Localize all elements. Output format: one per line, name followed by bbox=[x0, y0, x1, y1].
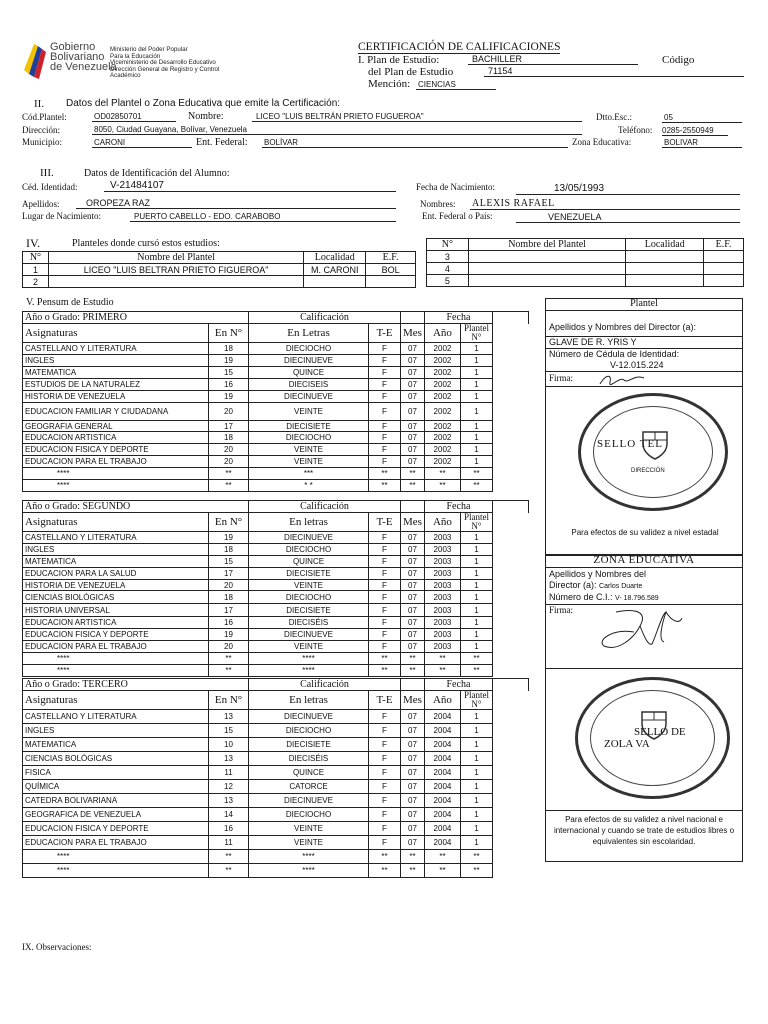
firma-label: Firma: bbox=[549, 373, 573, 383]
grade-label: Año o Grado: TERCERO bbox=[23, 679, 249, 691]
col-en-numero: En N° bbox=[209, 324, 249, 343]
municipio-value: CARONI bbox=[92, 138, 192, 148]
logo-text-3: de Venezuela bbox=[50, 61, 117, 73]
plantel-seal bbox=[578, 393, 728, 511]
table-row: EDUCACION ARTISTICA 16 DIECISÉIS F 07 2003 1 bbox=[23, 617, 529, 629]
telefono-value: 0285-2550949 bbox=[662, 126, 728, 136]
table-row: HISTORIA UNIVERSAL 17 DIECISIETE F 07 2003 1 bbox=[23, 604, 529, 617]
zona-title: ZONA EDUCATIVA bbox=[593, 554, 695, 566]
apellidos-value: OROPEZA RAZ bbox=[76, 198, 396, 209]
col-te: T-E bbox=[369, 691, 401, 710]
col-en-numero: En N° bbox=[209, 513, 249, 532]
col-localidad: Localidad bbox=[304, 252, 366, 264]
cod-plantel-value: OD02850701 bbox=[92, 112, 176, 122]
grade-title-row bbox=[23, 501, 529, 513]
ministry-text: Ministerio del Poder Popular Para la Educación Viceministerio de Desarrollo Educativo Dirección General de Registro y Control Académico bbox=[110, 46, 220, 80]
entfed-value: BOLÍVAR bbox=[262, 138, 568, 148]
col-ano: Año bbox=[424, 513, 460, 532]
entfed-pais-value: VENEZUELA bbox=[516, 212, 740, 223]
col-te: T-E bbox=[369, 324, 401, 343]
zona-signature-icon bbox=[596, 606, 686, 656]
table-row: 3 bbox=[427, 251, 744, 263]
section2-number: II. bbox=[34, 98, 45, 110]
zona-seal-text2: ZOLA VA bbox=[604, 738, 650, 750]
plan-label: I. Plan de Estudio: bbox=[358, 54, 440, 66]
zona-seal-text1: SELLO DE bbox=[634, 726, 686, 738]
table-row: EDUCACION PARA EL TRABAJO 11 VEINTE F 07 2004 1 bbox=[23, 836, 529, 850]
nombres-label: Nombres: bbox=[420, 199, 456, 209]
grade-label: Año o Grado: SEGUNDO bbox=[23, 501, 249, 513]
cod-plantel-label: Cód.Plantel: bbox=[22, 112, 67, 122]
planteles-header-right: N° Nombre del Plantel Localidad E.F. bbox=[427, 239, 744, 251]
table-row: 5 bbox=[427, 275, 744, 287]
grade-table bbox=[22, 311, 529, 492]
zona-ci-value: V- 18.796.589 bbox=[615, 595, 659, 602]
col-plantel: Plantel N° bbox=[460, 691, 492, 710]
cedula-director-value: V-12.015.224 bbox=[610, 360, 664, 370]
table-row: MATEMATICA 10 DIECISIETE F 07 2004 1 bbox=[23, 738, 529, 752]
code-value: 71154 bbox=[484, 66, 744, 77]
table-row: **** ** **** ** ** ** ** bbox=[23, 864, 529, 878]
table-row: EDUCACION PARA LA SALUD 17 DIECISIETE F 07 2003 1 bbox=[23, 568, 529, 580]
dtto-value: 05 bbox=[662, 113, 742, 123]
grade-label: Año o Grado: PRIMERO bbox=[23, 312, 249, 324]
table-row: 1 LICEO "LUIS BELTRAN PRIETO FIGUEROA" M. CARONI BOL bbox=[23, 264, 416, 276]
col-en-letras: En Letras bbox=[249, 324, 369, 343]
seal-center: DIRECCIÓN bbox=[631, 468, 665, 474]
nombres-value: ALEXIS RAFAEL bbox=[470, 198, 740, 210]
grade-title-row bbox=[23, 679, 529, 691]
grade-table bbox=[22, 678, 529, 878]
col-en-numero: En N° bbox=[209, 691, 249, 710]
col-ano: Año bbox=[424, 324, 460, 343]
fecha-nac-label: Fecha de Nacimiento: bbox=[416, 182, 495, 192]
table-row: **** ** **** ** ** ** ** bbox=[23, 653, 529, 665]
table-row: INGLES 18 DIECIOCHO F 07 2003 1 bbox=[23, 544, 529, 556]
director-label: Apellidos y Nombres del Director (a): bbox=[549, 322, 697, 332]
col-ef: E.F. bbox=[366, 252, 416, 264]
grade-title-row bbox=[23, 312, 529, 324]
apellidos-label: Apellidos: bbox=[22, 199, 60, 209]
col-n: N° bbox=[23, 252, 49, 264]
fecha-nac-value: 13/05/1993 bbox=[516, 183, 740, 195]
table-row: INGLES 15 DIECIOCHO F 07 2004 1 bbox=[23, 724, 529, 738]
zona-label: Zona Educativa: bbox=[572, 137, 632, 147]
direccion-label: Dirección: bbox=[22, 125, 60, 135]
table-row: EDUCACION ARTISTICA 18 DIECIOCHO F 07 2002 1 bbox=[23, 432, 529, 444]
table-row: EDUCACION FAMILIAR Y CIUDADANA 20 VEINTE F 07 2002 1 bbox=[23, 403, 529, 421]
grade-header-row bbox=[23, 691, 529, 710]
col-ano: Año bbox=[424, 691, 460, 710]
table-row: EDUCACION PARA EL TRABAJO 20 VEINTE F 07 2002 1 bbox=[23, 456, 529, 468]
table-row: FISICA 11 QUINCE F 07 2004 1 bbox=[23, 766, 529, 780]
table-row: HISTORIA DE VENEZUELA 19 DIECINUEVE F 07 2002 1 bbox=[23, 391, 529, 403]
col-nombre: Nombre del Plantel bbox=[48, 252, 303, 264]
col-en-letras: En letras bbox=[249, 691, 369, 710]
entfed-pais-label: Ent. Federal o País: bbox=[422, 211, 493, 221]
table-row: **** ** * * ** ** ** ** bbox=[23, 480, 529, 492]
zona-validity: Para efectos de su validez a nivel nacional e internacional y cuando se trate de estudios libres o equivalentes sin escolaridad. bbox=[553, 815, 735, 846]
planteles-table-right bbox=[426, 238, 744, 287]
section4-heading: Planteles donde cursó estos estudios: bbox=[72, 238, 220, 249]
col-asignaturas: Asignaturas bbox=[23, 324, 209, 343]
plan-value: BACHILLER bbox=[468, 54, 638, 65]
calificacion-header: Calificación bbox=[249, 501, 401, 513]
telefono-label: Teléfono: bbox=[618, 125, 653, 135]
table-row: GEOGRAFIA GENERAL 17 DIECISIETE F 07 2002 1 bbox=[23, 421, 529, 432]
col-asignaturas: Asignaturas bbox=[23, 691, 209, 710]
table-row: MATEMATICA 15 QUINCE F 07 2002 1 bbox=[23, 367, 529, 379]
direccion-value: 8050, Ciudad Guayana, Bolívar, Venezuela bbox=[92, 125, 582, 135]
table-row: QUÍMICA 12 CATORCE F 07 2004 1 bbox=[23, 780, 529, 794]
col-te: T-E bbox=[369, 513, 401, 532]
col-mes: Mes bbox=[401, 324, 425, 343]
lugar-value: PUERTO CABELLO - EDO. CARABOBO bbox=[130, 212, 396, 222]
table-row: CASTELLANO Y LITERATURA 19 DIECINUEVE F 07 2003 1 bbox=[23, 532, 529, 544]
zona-director-label: Apellidos y Nombres del Director (a): Carlos Duarte Número de C.I.: V- 18.796.589 bbox=[549, 569, 659, 602]
col-mes: Mes bbox=[401, 691, 425, 710]
table-row: EDUCACION FISICA Y DEPORTE 19 DIECINUEVE F 07 2003 1 bbox=[23, 629, 529, 641]
table-row: EDUCACION PARA EL TRABAJO 20 VEINTE F 07 2003 1 bbox=[23, 641, 529, 653]
logo-text-2: Bolivariano bbox=[50, 51, 105, 63]
planteles-header bbox=[23, 252, 416, 264]
table-row: MATEMATICA 15 QUINCE F 07 2003 1 bbox=[23, 556, 529, 568]
grade-header-row bbox=[23, 513, 529, 532]
section2-heading: Datos del Plantel o Zona Educativa que emite la Certificación: bbox=[66, 98, 341, 109]
table-row: 2 bbox=[23, 276, 416, 288]
lugar-label: Lugar de Nacimiento: bbox=[22, 211, 101, 221]
section4-number: IV. bbox=[26, 236, 41, 250]
calificacion-header: Calificación bbox=[249, 679, 401, 691]
nombre-label: Nombre: bbox=[188, 111, 224, 122]
government-logo bbox=[22, 40, 117, 84]
observaciones-label: IX. Observaciones: bbox=[22, 942, 92, 952]
dtto-label: Dtto.Esc.: bbox=[596, 112, 632, 122]
cedula-label: Céd. Identidad: bbox=[22, 182, 78, 192]
table-row: 4 bbox=[427, 263, 744, 275]
section3-heading: Datos de Identificación del Alumno: bbox=[84, 168, 230, 179]
document-title: CERTIFICACIÓN DE CALIFICACIONES bbox=[358, 41, 561, 53]
table-row: EDUCACION FISICA Y DEPORTE 16 VEINTE F 07 2004 1 bbox=[23, 822, 529, 836]
col-plantel: Plantel N° bbox=[460, 513, 492, 532]
director-value: GLAVE DE R. YRIS Y bbox=[549, 337, 637, 347]
cedula-director-label: Número de Cédula de Identidad: bbox=[549, 349, 680, 359]
code-label: del Plan de Estudio bbox=[368, 66, 454, 78]
table-row: ESTUDIOS DE LA NATURALEZ 16 DIECISEIS F 07 2002 1 bbox=[23, 379, 529, 391]
cedula-value: V-21484107 bbox=[104, 180, 396, 192]
zona-value: BOLIVAR bbox=[662, 138, 742, 148]
grade-table bbox=[22, 500, 529, 677]
fecha-header: Fecha bbox=[424, 312, 492, 324]
col-mes: Mes bbox=[401, 513, 425, 532]
table-row: CATEDRA BOLIVARIANA 13 DIECINUEVE F 07 2004 1 bbox=[23, 794, 529, 808]
calificacion-header: Calificación bbox=[249, 312, 401, 324]
planteles-table-left bbox=[22, 251, 416, 288]
zona-seal bbox=[575, 677, 730, 799]
zona-firma-label: Firma: bbox=[549, 605, 573, 615]
entfed-label: Ent. Federal: bbox=[196, 137, 248, 148]
codigo-label: Código bbox=[662, 54, 695, 66]
pensum-heading: V. Pensum de Estudio bbox=[26, 297, 114, 308]
grade-header-row bbox=[23, 324, 529, 343]
table-row: HISTORIA DE VENEZUELA 20 VEINTE F 07 2003 1 bbox=[23, 580, 529, 591]
fecha-header: Fecha bbox=[424, 501, 492, 513]
table-row: **** ** **** ** ** ** ** bbox=[23, 665, 529, 677]
table-row: INGLES 19 DIECINUEVE F 07 2002 1 bbox=[23, 355, 529, 367]
logo-text-1: Gobierno bbox=[50, 41, 96, 53]
table-row: EDUCACION FISICA Y DEPORTE 20 VEINTE F 07 2002 1 bbox=[23, 444, 529, 456]
municipio-label: Municipio: bbox=[22, 137, 62, 147]
table-row: CIENCIAS BIOLÓGICAS 18 DIECIOCHO F 07 2003 1 bbox=[23, 591, 529, 604]
table-row: CIENCIAS BOLÓGICAS 13 DIECISÉIS F 07 2004 1 bbox=[23, 752, 529, 766]
table-row: CASTELLANO Y LITERATURA 13 DIECINUEVE F 07 2004 1 bbox=[23, 710, 529, 724]
table-row: GEOGRAFICA DE VENEZUELA 14 DIECIOCHO F 07 2004 1 bbox=[23, 808, 529, 822]
table-row: CASTELLANO Y LITERATURA 18 DIECIOCHO F 07 2002 1 bbox=[23, 343, 529, 355]
mencion-label: Mención: bbox=[368, 78, 411, 90]
seal-text: SELLO TEL bbox=[597, 438, 663, 450]
plantel-title: Plantel bbox=[545, 298, 743, 311]
fecha-header: Fecha bbox=[424, 679, 492, 691]
section3-number: III. bbox=[40, 167, 54, 179]
plantel-validity: Para efectos de su validez a nivel estadal bbox=[571, 528, 719, 537]
table-row: **** ** *** ** ** ** ** bbox=[23, 468, 529, 480]
col-asignaturas: Asignaturas bbox=[23, 513, 209, 532]
nombre-value: LICEO "LUIS BELTRÁN PRIETO FUGUEROA" bbox=[252, 112, 582, 122]
mencion-value: CIENCIAS bbox=[416, 80, 496, 90]
zona-director-value: Carlos Duarte bbox=[599, 583, 643, 590]
col-en-letras: En letras bbox=[249, 513, 369, 532]
table-row: **** ** **** ** ** ** ** bbox=[23, 850, 529, 864]
col-plantel: Plantel N° bbox=[460, 324, 492, 343]
